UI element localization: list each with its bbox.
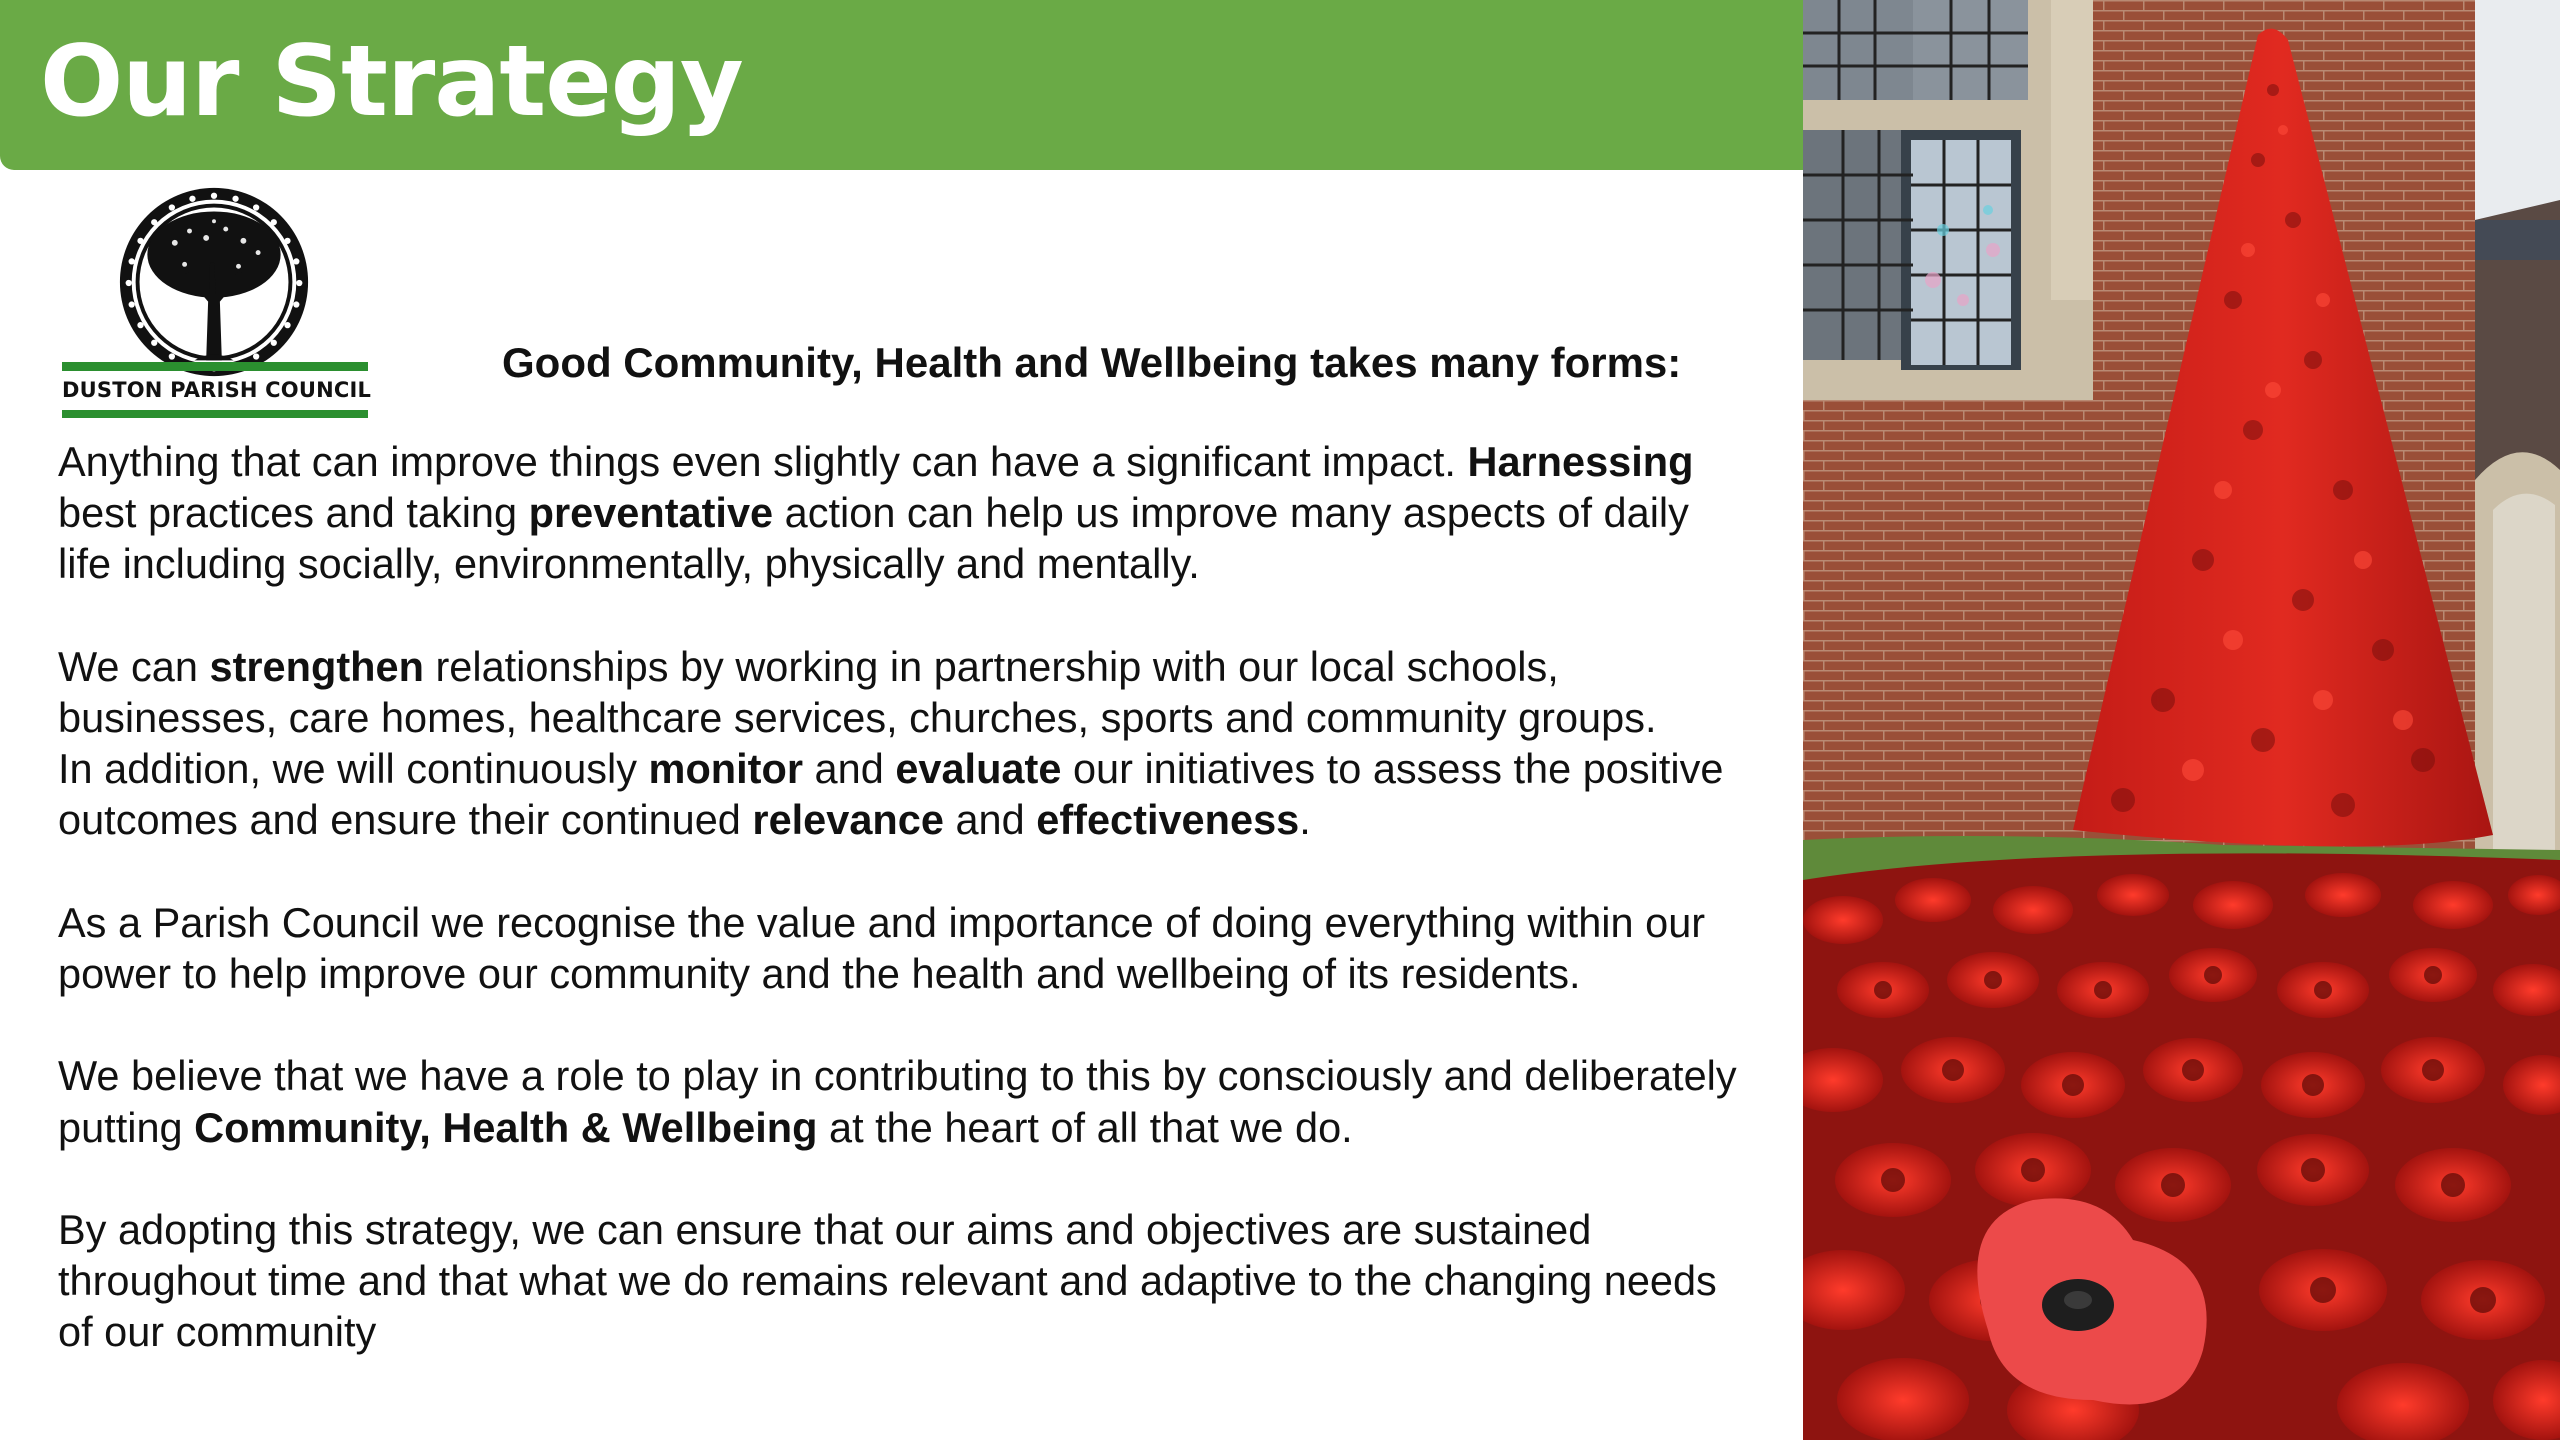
text-line: We believe that we have a role to play in contributing to this by consciously and deliberately	[58, 1052, 1737, 1100]
text-line: outcomes and ensure their continued relevance and effectiveness.	[58, 796, 1311, 844]
text-line: power to help improve our community and the health and wellbeing of its residents.	[58, 950, 1581, 997]
text-line: of our community	[58, 1308, 377, 1356]
paragraph-5	[58, 1204, 1798, 1358]
text-line: businesses, care homes, healthcare services, churches, sports and community groups.	[58, 694, 1657, 741]
title-banner	[0, 0, 1803, 170]
paragraph-3	[58, 897, 1798, 999]
tree-of-life-icon	[116, 184, 312, 380]
knitted-poppy-cascade-photo	[1803, 0, 2560, 1440]
slide-title: Our Strategy	[40, 25, 743, 139]
logo-bottom-bar	[62, 410, 368, 418]
paragraph-1	[58, 436, 1798, 590]
text-line: By adopting this strategy, we can ensure that our aims and objectives are sustained	[58, 1205, 1592, 1253]
text-line: life including socially, environmentally, physically and mentally.	[58, 540, 1200, 588]
paragraph-4	[58, 1050, 1798, 1152]
text-line: As a Parish Council we recognise the value and importance of doing everything within our	[58, 898, 1706, 946]
poppy-photo-illustration	[1803, 0, 2560, 1440]
text-line: throughout time and that what we do remains relevant and adaptive to the changing needs	[58, 1257, 1717, 1305]
text-line: putting Community, Health & Wellbeing at the heart of all that we do.	[58, 1103, 1353, 1151]
subheading: Good Community, Health and Wellbeing takes many forms:	[502, 339, 1682, 386]
paragraph-2	[58, 641, 1798, 846]
parish-council-logo	[60, 182, 370, 424]
logo-top-bar	[62, 362, 368, 371]
text-line: In addition, we will continuously monitor and evaluate our initiatives to assess the positive	[58, 745, 1724, 793]
text-line: best practices and taking preventative action can help us improve many aspects of daily	[58, 489, 1689, 537]
text-line: Anything that can improve things even slightly can have a significant impact. Harnessing	[58, 438, 1694, 485]
body-text	[58, 436, 1798, 1358]
text-line: We can strengthen relationships by working in partnership with our local schools,	[58, 642, 1559, 690]
logo-council-name: DUSTON PARISH COUNCIL	[62, 378, 372, 402]
